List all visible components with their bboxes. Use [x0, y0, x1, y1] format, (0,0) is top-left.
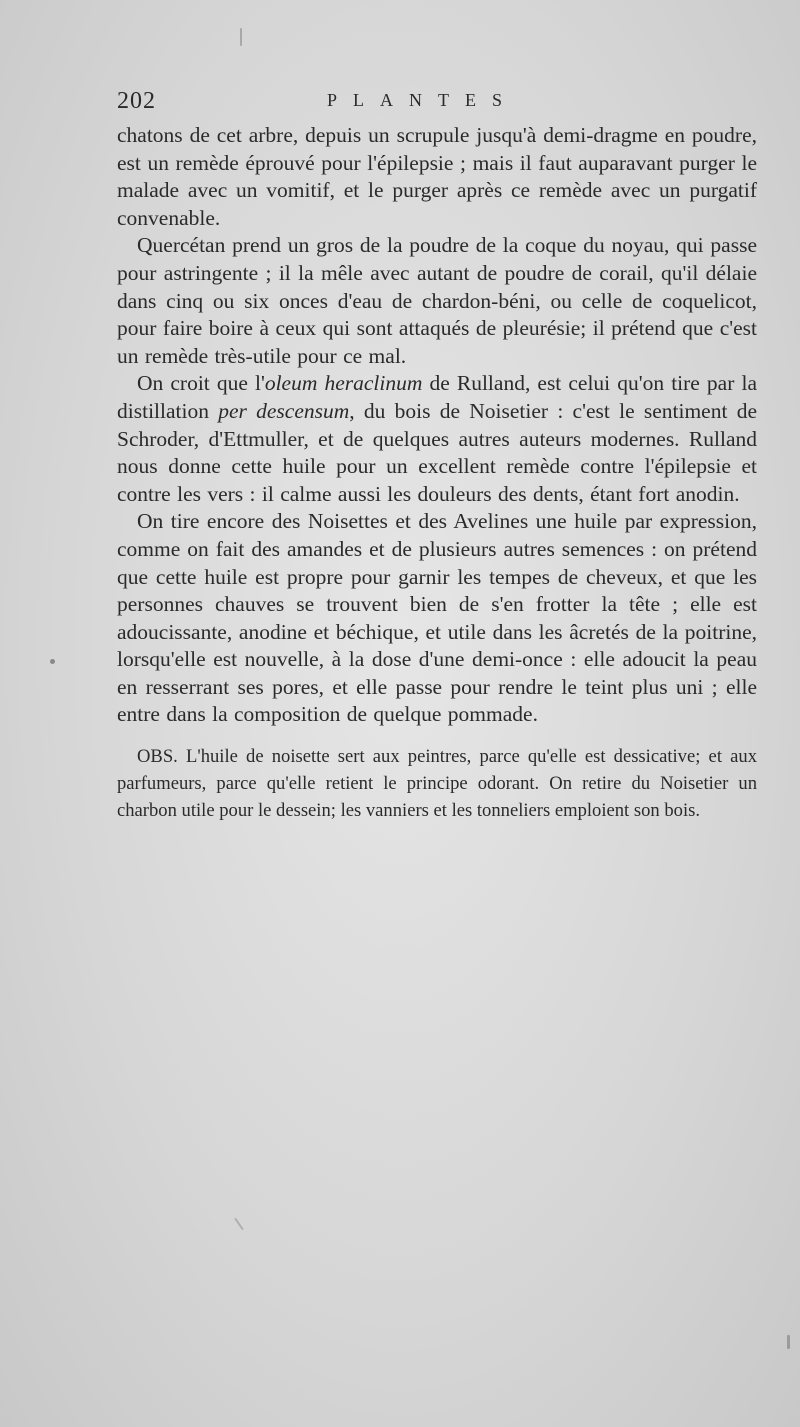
ink-speck: [234, 1218, 244, 1231]
paragraph-2-text: Quercétan prend un gros de la poudre de la coque du noyau, qui passe pour astringente ; il la mêle avec autant de poudre de corail, qu'il délaie dans cinq ou six onces d'eau de chardon-béni, ou celle de coquelicot, pour faire boire à ceux qui sont attaqués de pleurésie; il prétend que c'est un remède très-utile pour ce mal.: [117, 233, 757, 368]
obs-note-text: OBS. L'huile de noisette sert aux peintres, parce qu'elle est dessicative; et aux parfumeurs, parce qu'elle retient le principe odorant. On retire du Noisetier un charbon utile pour le dessein; les vanniers et les tonneliers emploient son bois.: [117, 746, 757, 822]
paragraph-1-text: chatons de cet arbre, depuis un scrupule jusqu'à demi-dragme en poudre, est un remède éprouvé pour l'épilepsie ; mais il faut auparavant purger le malade avec un vomitif, et le purger après ce remède avec un purgatif convenable.: [117, 123, 757, 230]
ink-speck: [50, 659, 55, 664]
page-number: 202: [117, 88, 156, 114]
paragraph-3-text-a: On croit que l': [137, 371, 265, 396]
ink-speck: [787, 1335, 790, 1349]
obs-note: [117, 743, 757, 824]
paragraph-3-text-c: , du bois de Noisetier : c'est le sentiment de Schroder, d'Ettmuller, et de quelques autres auteurs modernes. Rulland nous donne cette huile pour un excellent remède contre l'épilepsie et contre les vers : il calme aussi les douleurs des dents, étant fort anodin.: [117, 398, 757, 506]
paragraph-3-italic-oleum: oleum heraclinum: [264, 371, 423, 396]
paragraph-3-italic-per-descensum: per descensum: [218, 398, 350, 423]
paragraph-3-text-b: de Rulland, est celui qu'on tire par la distillation: [117, 371, 757, 423]
ink-speck: [240, 28, 242, 46]
paragraph-1: [117, 122, 757, 232]
paragraph-3: [117, 370, 757, 508]
paragraph-2: [117, 232, 757, 370]
text-block: [117, 82, 757, 824]
page-header-title: PLANTES: [327, 90, 519, 110]
paragraph-4: [117, 508, 757, 729]
running-head: [117, 82, 757, 122]
paragraph-4-text: On tire encore des Noisettes et des Avelines une huile par expression, comme on fait des amandes et de plusieurs autres semences : on prétend que cette huile est propre pour garnir les tempes de cheveux, et que les personnes chauves se trouvent bien de s'en frotter la tête ; elle est adoucissante, anodine et béchique, et utile dans les âcretés de la poitrine, lorsqu'elle est nouvelle, à la dose d'une demi-once : elle adoucit la peau en resserrant ses pores, et elle passe pour rendre le teint plus uni ; elle entre dans la composition de quelque pommade.: [117, 509, 757, 727]
